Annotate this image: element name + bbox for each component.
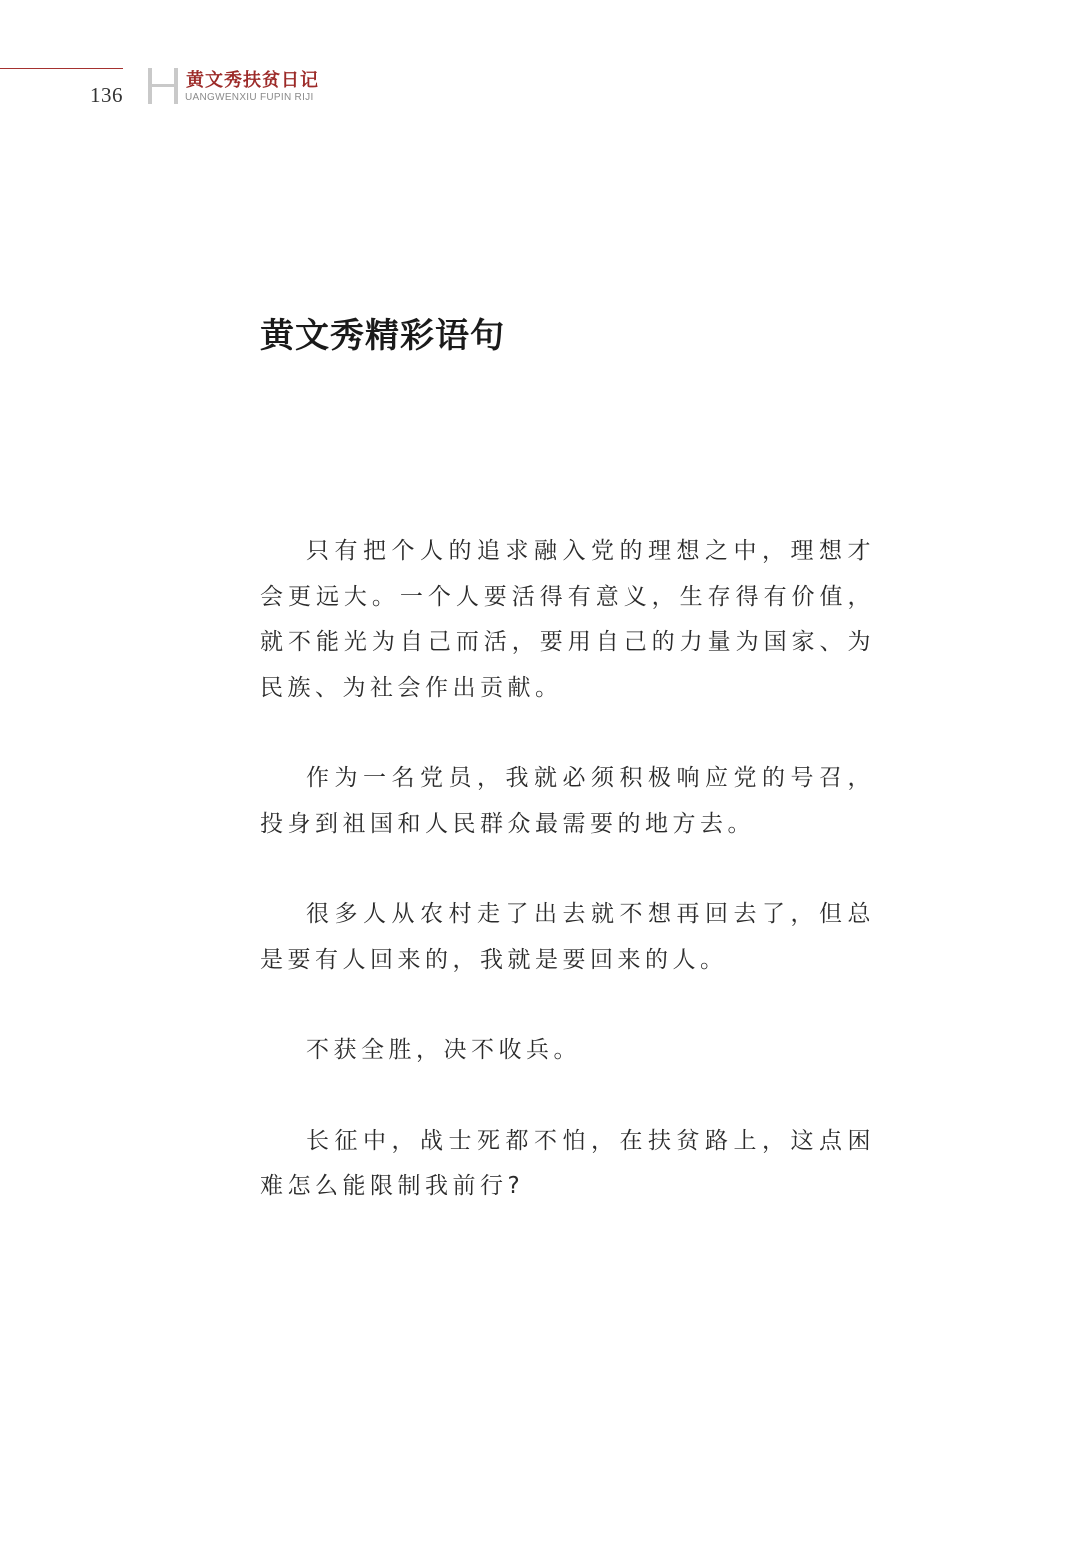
quote-paragraph: 作为一名党员，我就必须积极响应党的号召，投身到祖国和人民群众最需要的地方去。 <box>260 765 875 837</box>
section-title: 黄文秀精彩语句 <box>260 316 505 356</box>
quotes-body <box>260 529 875 1255</box>
header-rule <box>0 68 123 69</box>
running-book-pinyin: UANGWENXIU FUPIN RIJI <box>185 92 314 103</box>
quote-paragraph: 长征中，战士死都不怕，在扶贫路上，这点困难怎么能限制我前行? <box>260 1127 875 1199</box>
quote-paragraph: 不获全胜，决不收兵。 <box>306 1037 581 1063</box>
h-letter-mark <box>148 68 182 104</box>
quote-paragraph: 只有把个人的追求融入党的理想之中，理想才会更远大。一个人要活得有意义，生存得有价值，就不能光为自己而活，要用自己的力量为国家、为民族、为社会作出贡献。 <box>260 538 875 701</box>
page-number: 136 <box>90 83 123 107</box>
quote-paragraph: 很多人从农村走了出去就不想再回去了，但总是要有人回来的，我就是要回来的人。 <box>260 901 875 973</box>
running-book-title: 黄文秀扶贫日记 <box>186 70 319 91</box>
